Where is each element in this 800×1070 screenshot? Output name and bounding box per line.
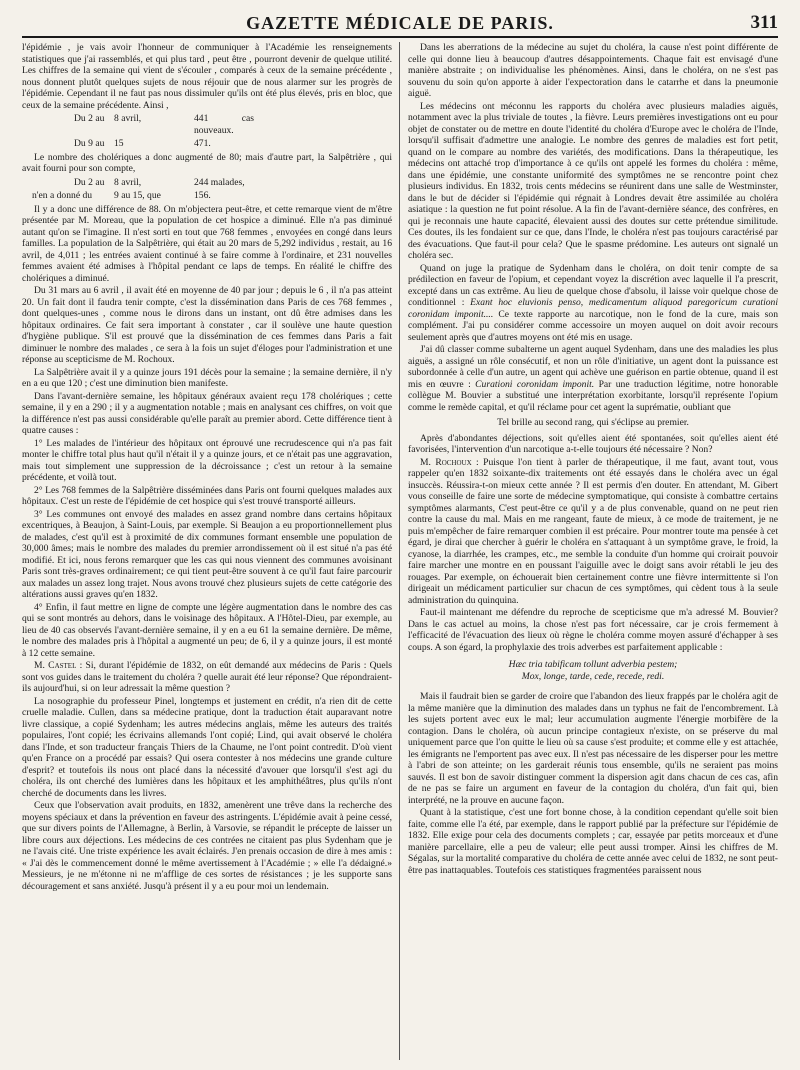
paragraph-text: Quand on juge la pratique de Sydenham dans le choléra, on doit tenir compte de sa prédilection en faveur de l'opium, et cependant voyez la discrétion avec laquelle il l'a prescrit, excepté dans un cas extrême. Au lieu de quelque chose d'absolu, il laisse voir quelque chose de conditionnel : <box>408 262 778 308</box>
paragraph: Dans les aberrations de la médecine au sujet du choléra, la cause n'est point différente de celle qui donne lieu à beaucoup d'autres désappointements. Chaque fait est envisagé d'une manière abstraite ; on individualise les phénomènes. Ainsi, dans le choléra, on ne s'est pas souvenu du soin qu'on apporte à aider l'expectoration dans le catarrhe et dans la pneumonie aiguë. <box>408 42 778 99</box>
paragraph-text: J'ai dû classer comme subalterne un agent auquel Sydenham, dans une des maladies les plus aiguës, a assigné un rôle consécutif, et non un rôle d'initiative, un agent dont la puissance est subordonnée à celle d'un autre, un agent qui achève une guérison en partie obtenue, quand il est mis en œuvre : <box>408 344 778 390</box>
paragraph-text: Par une traduction légitime, notre honorable collègue M. Bouvier a substitué une interprétation exorbitante, lorsqu'il représente l'opium comme le remède capital, et qu'il réclame pour cet agent la suprématie, oubliant que <box>408 378 778 413</box>
paragraph <box>408 263 778 344</box>
paragraph <box>408 457 778 607</box>
verse-line: Hæc tria tabificam tollunt adverbia pestem; <box>508 659 678 670</box>
stat-cell: Du 9 au <box>74 138 105 149</box>
paragraph: Il y a donc une différence de 88. On m'objectera peut-être, et cette remarque vient de m'être présentée par M. Moreau, que la population de cet hospice a diminué. Elle n'a pas diminué autant qu'on se l'imagine. Il n'est sorti en tout que 768 femmes , envoyées en congé dans leurs familles. La population de la Salpêtrière, qui était au 20 mars de 5,292 individus , restait, au 16 avril, de 4,011 ; les entrées avaient continué à se faire comme à l'ordinaire, et 231 nouvelles femmes avaient été admises à l'hôpital pendant ce laps de temps. En réalité le chiffre des cholériques a diminué. <box>22 203 392 284</box>
paragraph-text: Ce texte rapporte au narcotique, non le fond de la cure, mais son complément. J'ai pu considérer comme accessoire un moyen auquel on doit avoir recours seulement après que d'autres moyens ont été mis en usage. <box>408 308 778 343</box>
paragraph: Du 31 mars au 6 avril , il avait été en moyenne de 40 par jour ; depuis le 6 , il n'a pas atteint 20. Un fait dont il faudra tenir compte, c'est la dissémination dans Paris de ces 768 femmes , dont quelques-unes , comme nous le dirons dans un instant, ont dû être admises dans les hôpitaux ordinaires. Ce fait sera important à constater , car il soulève une haute question d'hygiène publique. S'il est prouvé que la dissémination de ces femmes dans Paris a fait diminuer le nombre des malades , ce sera à la fois un sujet d'éloges pour l'administration et une réponse au scepticisme de M. Rochoux. <box>22 285 392 365</box>
paragraph: La nosographie du professeur Pinel, longtemps et justement en crédit, n'a rien dit de cette cruelle maladie. Cullen, dans sa médecine pratique, dont la traduction était auparavant notre livre classique, a copié Sydenham; les autres médecins anglais, même les auteurs des traités populaires, l'ont copié; les écrivains allemands l'ont copié; Lind, qui avait observé le choléra dans l'Inde, et son traducteur français Thiers de la Chaume, ne l'ont point contredit. D'où vient qu'en France on a procédé par essais? Qui osera contester à nos médecins une grande culture d'esprit? et toutefois ils nous ont placé dans la nécessité d'avouer que lorsqu'il s'est agi du choléra, ils ont cherché des lumières dans les hôpitaux et les amphithéâtres, plus qu'ils n'ont cherché de documents dans les livres. <box>22 695 392 799</box>
stat-row <box>74 177 392 189</box>
running-title: GAZETTE MÉDICALE DE PARIS. <box>246 13 554 33</box>
paragraph <box>408 344 778 413</box>
speech-text: : Si, durant l'épidémie de 1832, on eût demandé aux médecins de Paris : Quels sont vos guides dans le traitement du choléra ? quelle aurait été leur réponse? Que répondraient-ils aujourd'hui, si on leur adressait la même question ? <box>22 660 392 694</box>
speech-text: : Puisque l'on tient à parler de thérapeutique, il me faut, avant tout, vous rappeler qu'en 1832 soixante-dix traitements ont été essayés dans le choléra avec un égal insuccès. Réussira-t-on mieux cette année ? Il est permis d'en douter. En attendant, M. Gibert vous conseille de faire une sorte de médecine symptomatique, qui consiste à combattre certains symptômes alarmants, C'est peut-être ce qu'il y a de plus convenable, quand on ne peut rien contre la cause du mal. Mais en me rangeant, faute de mieux, à ce mode de traitement, je ne puis m'empêcher de faire remarquer combien il est précaire. Pour montrer toute ma pensée à cet égard, je dirai que chercher à guérir le choléra en s'attaquant à un symptôme grave, le froid, la cyanose, la diarrhée, les crampes, etc., me semble la conduite d'un homme qui croirait pouvoir faire marcher une montre en en poussant l'aiguille avec le doigt sans avoir rétabli le jeu des rouages. Par exemple, on échouerait bien certainement contre une fièvre intermittente si l'on dirigeait un médicament particulier sur chacun de ces symptômes, qui cèdent tous à la seule administration du quinquina. <box>408 456 778 606</box>
stat-cell: 471. <box>194 138 211 149</box>
paragraph: 1° Les malades de l'intérieur des hôpitaux ont éprouvé une recrudescence qui n'a pas fait monter le chiffre total plus haut qu'il n'était il y a quinze jours, et ce n'était pas une aggravation, mais tout simplement une suppression de la décroissance ; c'est un retour à la semaine précédente, et voilà tout. <box>22 437 392 483</box>
latin-quote: Exant hoc eluvionis penso, medicamentum aliquod paregoricum curationi coronidam imponit.... <box>408 297 778 320</box>
left-column <box>22 42 392 1062</box>
stat-cell: 244 malades, <box>194 176 245 188</box>
paragraph: Dans l'avant-dernière semaine, les hôpitaux généraux avaient reçu 178 cholériques ; cette semaine, il y en a 290 ; il y a augmentation notable ; mais en analysant ces chiffres, on voit que la différence n'est pas aussi considérable qu'elle paraît au premier abord. Cette différence tient à quatre causes : <box>22 390 392 436</box>
stat-cell: Du 2 au <box>74 113 105 124</box>
paragraph: 4° Enfin, il faut mettre en ligne de compte une légère augmentation dans le nombre des cas qui se sont montrés au dehors, dans le voisinage des hôpitaux. A l'Hôtel-Dieu, par exemple, au lieu de 40 cas observés l'avant-dernière semaine, il y en a eu 61 la semaine dernière. De même, le nombre des malades pris à l'hôpital a augmenté un peu; de 6, il y a quinze jours, il est monté à 12 cette semaine. <box>22 601 392 659</box>
quoted-verse: Tel brille au second rang, qui s'éclipse au premier. <box>497 417 689 428</box>
stat-cell: Du 2 au <box>74 176 105 188</box>
stat-cell: 15 <box>114 138 124 149</box>
latin-verse <box>408 659 778 683</box>
stat-row <box>32 190 392 202</box>
verse-line: Mox, longe, tarde, cede, recede, redi. <box>521 671 665 682</box>
paragraph: Après d'abondantes déjections, soit qu'elles aient été spontanées, soit qu'elles aient été favorisées, l'intervention d'un narcotique a-t-elle toujours été nécessaire ? Non? <box>408 432 778 455</box>
speaker-name: M. Rochoux <box>420 456 472 468</box>
paragraph: l'épidémie , je vais avoir l'honneur de communiquer à l'Académie les renseignements statistiques que j'ai rassemblés, et qui plus tard , peut être , pourront devenir de quelque utilité. Les chiffres de la semaine qui vient de s'écouler , comparés à ceux de la semaine précédente , nous donnent plutôt quelques sujets de nous réjouir que de nous alarmer sur les progrès de l'épidémie. Cependant il ne faut pas nous dissimuler qu'ils ont été plus élevés, pris en bloc, que ceux de la semaine précédente. Ainsi , <box>22 42 392 111</box>
paragraph: Le nombre des cholériques a donc augmenté de 80; mais d'autre part, la Salpêtrière , qui avait fourni pour son compte, <box>22 151 392 174</box>
paragraph: Quant à la statistique, c'est une fort bonne chose, à la condition cependant qu'elle soit bien faite, comme elle l'a été, par exemple, dans le rapport publié par la préfecture sur l'épidémie de 1832. Elle exige pour cela des documents complets ; car, essayée par petits morceaux et d'une manière parcellaire, elle a peu de valeur; elle peut aussi tromper. Ainsi les chiffres de M. Ségalas, sur la mortalité comparative du choléra de cette année avec celui de 1832, ne sont peut-être pas inattaquables. Toutefois ces statistiques fragmentées paraissent nous <box>408 807 778 876</box>
paragraph: 2° Les 768 femmes de la Salpêtrière disséminées dans Paris ont fourni quelques malades aux hôpitaux. C'est un reste de l'épidémie de cet hospice qui s'est trouvé transporté ailleurs. <box>22 484 392 507</box>
paragraph: La Salpêtrière avait il y a quinze jours 191 décès pour la semaine ; la semaine dernière, il n'y en a eu que 120 ; c'est une diminution bien manifeste. <box>22 366 392 389</box>
paragraph: Faut-il maintenant me défendre du reproche de scepticisme que m'a adressé M. Bouvier? Dans le cas actuel au moins, la chose n'est pas fort nécessaire, car je crois fermement à l'efficacité de l'évacuation des lieux où règne le choléra comme moyen assuré d'échapper à ses coups. A son égard, la prophylaxie des trois adverbes est parfaitement applicable : <box>408 607 778 653</box>
stat-cell: n'en a donné du <box>32 190 93 201</box>
right-column <box>408 42 778 1062</box>
paragraph <box>22 660 392 695</box>
stat-row <box>74 138 392 150</box>
paragraph: Les médecins ont méconnu les rapports du choléra avec plusieurs maladies aiguës, notamment avec la plus triviale de toutes , la fièvre. Leurs premières investigations ont eu pour objet de constater ou de mettre en doute l'identité du choléra d'Europe avec le choléra de l'Inde, lorsqu'il suffisait d'admettre une analogie. Le nombre des genres de maladies est fort petit, quand on le compare au nombre des variétés, des modifications. Dans la thérapeutique, les médecins ont attaché trop d'importance à ce qu'ils ont appelé les formes du choléra : même, dans une épidémie, une constante uniformité des symptômes ne se rencontre point chez plusieurs individus. En 1832, trois cents médecins se réunirent dans une salle de Westminster, dans le but de décider si l'épidémie qui régnait à Londres devait être assimilée au choléra asiatique : la question ne fut point résolue. A la fin de l'avant-dernière séance, des confrères, en qui je reconnais une haute capacité, élevaient aussi des doutes sur cette prétendue similitude. Ces doutes, ils les fondaient sur ce que, dans l'Inde, le choléra n'est pas toujours caractérisé par des évacuations. Que faut-il pour cela? Que le spasme prédomine. Les auteurs ont signalé un choléra sec. <box>408 100 778 261</box>
paragraph: 3° Les communes ont envoyé des malades en assez grand nombre dans certains hôpitaux excentriques, à Beaujon, à Saint-Louis, par exemple. Si Beaujon a eu proportionnellement plus de malades, c'est qu'il est à proximité de dix communes formant ensemble une population de 30,000 âmes; mais le nombre des malades du premier arrondissement où il est situé n'a pas été modifié. Et ici, nous ferons remarquer que les cas qui nous viennent des communes avoisinant Paris sont très-graves ordinairement; ce qui tient peut-être souvent à ce qu'il faut faire parcourir aux malades un assez long trajet. Nous avons trouvé chez plusieurs sujets de cette catégorie des altérations aussi graves qu'en 1832. <box>22 508 392 600</box>
speaker-name: M. Castel <box>34 660 77 671</box>
stat-cell: 8 avril, <box>114 113 142 124</box>
column-divider <box>399 42 400 1060</box>
page-number: 311 <box>750 12 778 33</box>
paragraph: Mais il faudrait bien se garder de croire que l'abandon des lieux frappés par le choléra agit de la même manière que la diminution des malades dans un typhus ne fait de l'encombrement. Là les sujets portent avec eux le mal; leur accumulation augmente l'énergie morbifère de la contagion. Dans le choléra, où aucun principe contagieux n'existe, on se préserve du mal uniquement parce que l'on quitte le lieu où sa cause s'est produite; et comme elle y est attachée, les émigrants ne l'emportent pas avec eux. Il n'est pas nécessaire de les disperser pour les mettre à l'abri de son atteinte; on les garderait réunis tous ensemble, qu'ils ne seraient pas moins sauvés. Il est bon de savoir distinguer comment la dispersion agit dans chacun de ces cas, afin de ne pas se faire un argument en faveur de la contagion du choléra, d'un fait qui, bien interprété, ne la prouve en aucune façon. <box>408 691 778 806</box>
latin-quote: Curationi coronidam imponit. <box>475 378 595 390</box>
stat-cell: 9 au 15, que <box>114 190 161 201</box>
page-header <box>22 10 778 38</box>
stat-row <box>74 113 392 136</box>
stat-cell: 8 avril, <box>114 176 142 188</box>
paragraph: Ceux que l'observation avait produits, en 1832, amenèrent une trêve dans la recherche des moyens spéciaux et dans la prévention en faveur des astringents. L'épidémie avait à peine cessé, que sur divers points de l'Allemagne, à Berlin, à Varsovie, se répandit le précepte de laisser un libre cours aux déjections. Les médecins de ces contrées ne citaient pas plus Sydenham que je ne l'avais cité. Une triste expérience les avait éclairés. J'en prenais occasion de dire à mes amis : « J'ai dès le commencement donné le même avertissement à l'Académie ; » elle l'a dédaigné.» Messieurs, je ne m'étonne ni ne m'afflige de ces sortes de résistances ; je les supporte sans découragement et sans anxiété. Jusqu'à présent il y a eu pour moi un lendemain. <box>22 800 392 892</box>
stat-cell: 441 cas nouveaux. <box>194 113 254 136</box>
stat-cell: 156. <box>194 190 211 201</box>
